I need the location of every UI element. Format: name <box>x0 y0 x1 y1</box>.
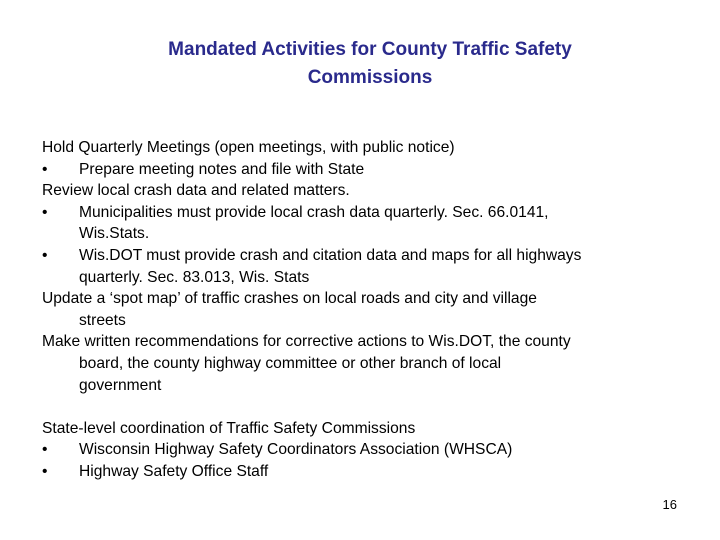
bullet-icon: • <box>42 462 48 480</box>
bullet-text: Wis.DOT must provide crash and citation data and maps for all highways <box>79 246 582 264</box>
bullet-office-staff <box>42 461 682 483</box>
item-spot-map: Update a ‘spot map’ of traffic crashes on local roads and city and village <box>42 290 537 308</box>
bullet-icon: • <box>42 160 48 178</box>
item-state-coordination: State-level coordination of Traffic Safety Commissions <box>42 419 416 437</box>
item-quarterly-meetings: Hold Quarterly Meetings (open meetings, with public notice) <box>42 139 455 156</box>
page-number: 16 <box>662 497 677 512</box>
bullet-icon: • <box>42 246 48 264</box>
bullet-text: Municipalities must provide local crash data quarterly. Sec. 66.0141, <box>79 203 549 221</box>
bullet-text: Prepare meeting notes and file with State <box>79 160 365 178</box>
item-spot-map-cont: streets <box>79 311 126 329</box>
bullet-municipalities <box>42 202 682 224</box>
item-recommendations: Make written recommendations for corrective actions to Wis.DOT, the county <box>42 333 571 351</box>
bullet-text: Wisconsin Highway Safety Coordinators Association (WHSCA) <box>79 441 513 459</box>
item-recommendations-cont-1: board, the county highway committee or other branch of local <box>79 354 502 372</box>
bullet-icon: • <box>42 441 48 459</box>
bullet-wisdot-data <box>42 245 682 267</box>
bullet-whsca <box>42 439 682 461</box>
bullet-text: Highway Safety Office Staff <box>79 462 269 480</box>
item-recommendations-cont-2: government <box>79 376 162 394</box>
item-review-crash-data: Review local crash data and related matters. <box>42 182 350 200</box>
slide-title-line-1: Mandated Activities for County Traffic Safety <box>168 39 572 60</box>
bullet-wisdot-data-cont: quarterly. Sec. 83.013, Wis. Stats <box>79 268 310 286</box>
spacer <box>42 396 682 418</box>
slide-body <box>42 137 682 483</box>
bullet-icon: • <box>42 203 48 221</box>
slide-title-line-2: Commissions <box>307 67 433 88</box>
slide-title <box>100 36 640 92</box>
bullet-municipalities-cont: Wis.Stats. <box>79 225 150 243</box>
bullet-meeting-notes <box>42 159 682 181</box>
